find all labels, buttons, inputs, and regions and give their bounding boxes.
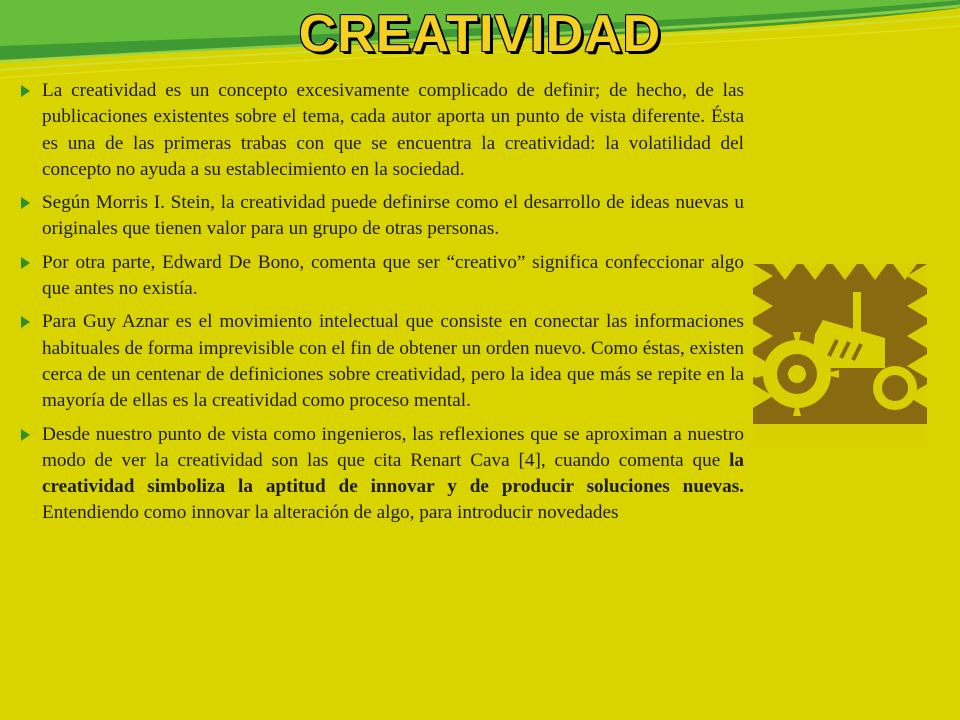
bullet-arrow-icon <box>21 316 30 328</box>
paragraph-3 <box>42 250 744 303</box>
paragraph-1 <box>42 78 744 183</box>
paragraph-5-text-before: Desde nuestro punto de vista como ingenieros, las reflexiones que se aproximan a nuestro modo de ver la creatividad son las que cita Renart Cava [4], cuando comenta que <box>42 423 744 471</box>
paragraph-5 <box>42 422 744 527</box>
paragraph-3-text: Por otra parte, Edward De Bono, comenta que ser “creativo” significa confeccionar algo que antes no existía. <box>42 251 744 300</box>
bullet-arrow-icon <box>21 197 30 209</box>
paragraph-5-text-after: Entendiendo como innovar la alteración de algo, para introducir novedades <box>42 502 619 524</box>
paragraph-1-text: La creatividad es un concepto excesivamente complicado de definir; de hecho, de las publicaciones existentes sobre el tema, cada autor aporta un punto de vista diferente. Ésta es una de las primeras trabas con que se encuentra la creatividad: la volatilidad del concepto no ayuda a su establecimiento en la sociedad. <box>42 80 744 180</box>
paragraph-4-text: Para Guy Aznar es el movimiento intelectual que consiste en conectar las informaciones habituales de forma imprevisible con el fin de obtener un orden nuevo. Como éstas, existen cerca de un centenar de definiciones sobre creatividad, pero la idea que más se repite en la mayoría de ellas es la creatividad como proceso mental. <box>42 311 744 412</box>
bullet-arrow-icon <box>21 429 30 441</box>
paragraph-2-text: Según Morris I. Stein, la creatividad puede definirse como el desarrollo de ideas nuevas u originales que tienen valor para un grupo de otras personas. <box>42 192 744 240</box>
paragraph-5-text-bold: la creatividad simboliza la aptitud de innovar y de producir soluciones nuevas. <box>42 449 744 498</box>
bullet-arrow-icon <box>21 257 30 269</box>
paragraph-2 <box>42 190 744 243</box>
slide-title: CREATIVIDAD <box>298 5 662 63</box>
bullet-arrow-icon <box>21 85 30 97</box>
tractor-clipart-icon <box>753 264 927 441</box>
slide-body <box>42 78 744 534</box>
paragraph-4 <box>42 309 744 414</box>
